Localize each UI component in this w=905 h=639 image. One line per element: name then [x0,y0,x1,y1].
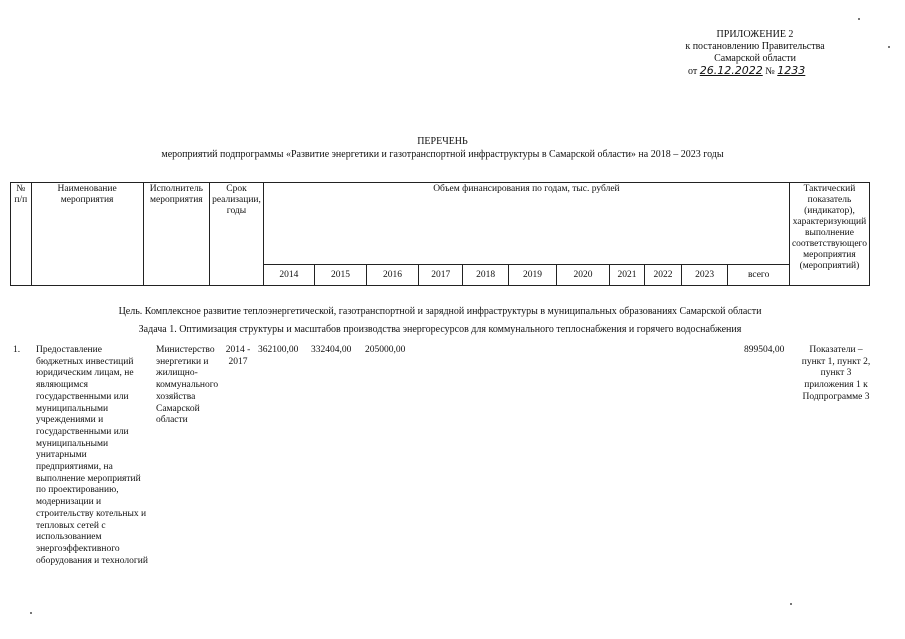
funding-table [10,182,870,286]
row1-value-total: 899504,00 [744,345,785,355]
scan-speck [790,603,792,605]
header-num: № п/п [11,183,32,286]
year-2020: 2020 [557,265,610,286]
scan-speck [30,612,32,614]
appendix-region: Самарской области [714,53,796,64]
handwritten-number: 1233 [777,64,806,77]
year-2022: 2022 [645,265,682,286]
year-2015: 2015 [314,265,366,286]
row1-num: 1. [13,345,21,355]
year-2017: 2017 [418,265,462,286]
header-name: Наименование мероприятия [31,183,143,286]
year-total: всего [728,265,790,286]
year-2014: 2014 [263,265,314,286]
row1-indicator: Показатели – пункт 1, пункт 2, пункт 3 приложения 1 к Подпрограмме 3 [801,345,871,402]
row1-value-2015: 332404,00 [311,345,352,355]
header-indicator: Тактический показатель (индикатор), характеризующий выполнение соответствующего мероприятия (мероприятий) [789,183,869,286]
year-2019: 2019 [508,265,556,286]
appendix-date-line: от 26.12.2022 № 1233 [688,64,806,77]
row1-value-2014: 362100,00 [258,345,299,355]
handwritten-date: 26.12.2022 [699,64,763,77]
year-2023: 2023 [682,265,728,286]
title-heading: ПЕРЕЧЕНЬ [417,136,468,147]
task-text: Задача 1. Оптимизация структуры и масштабов производства энергоресурсов для коммунального теплоснабжения и горячего водоснабжения [138,324,742,335]
title-subheading: мероприятий подпрограммы «Развитие энергетики и газотранспортной инфраструктуры в Самарской области» на 2018 – 2023 годы [161,149,724,160]
row1-term: 2014 - 2017 [225,345,251,367]
year-2021: 2021 [610,265,645,286]
year-2016: 2016 [366,265,418,286]
row1-value-2016: 205000,00 [365,345,406,355]
header-funding: Объем финансирования по годам, тыс. рублей [263,183,789,265]
row1-name: Предоставление бюджетных инвестиций юридическим лицам, не являющимся государственными или муниципальными учреждениями и государственными или муниципальными унитарными предприятиями, на выполнение мероприятий по проектированию, модернизации и строительству котельных и тепловых сетей с использованием энергоэффективного оборудования и технологий [36,345,148,566]
appendix-title: ПРИЛОЖЕНИЕ 2 [716,29,794,40]
goal-text: Цель. Комплексное развитие теплоэнергетической, газотранспортной и зарядной инфраструктуры в муниципальных образованиях Самарской области [118,306,762,317]
appendix-resolution: к постановлению Правительства [685,41,825,52]
year-2018: 2018 [463,265,508,286]
header-term: Срок реализации, годы [210,183,264,286]
scan-speck [858,18,860,20]
appendix-header [660,29,850,78]
header-executor: Исполнитель мероприятия [143,183,209,286]
scan-speck [888,46,890,48]
row1-executor: Министерство энергетики и жилищно-коммунального хозяйства Самарской области [156,345,219,426]
document-title [0,135,885,161]
